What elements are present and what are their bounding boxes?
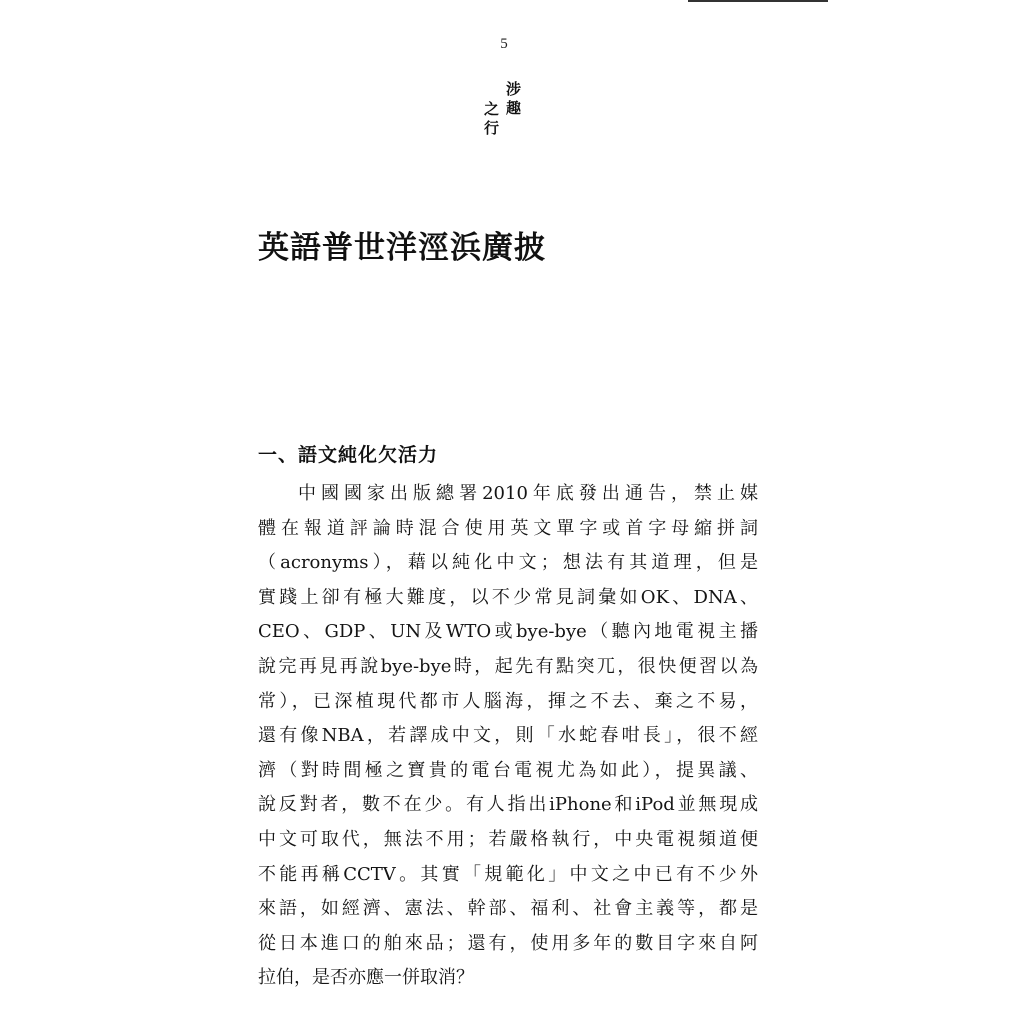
text-line: 常），已深植現代都市人腦海，揮之不去、棄之不易， bbox=[258, 690, 758, 712]
running-head-left-column bbox=[484, 100, 499, 138]
text-line: 實踐上卻有極大難度，以不少常見詞彙如OK、DNA、 bbox=[258, 586, 758, 608]
text-line: 濟（對時間極之寶貴的電台電視尤為如此），提異議、 bbox=[258, 759, 758, 781]
running-head-right-column bbox=[506, 80, 521, 118]
text-line: 來語，如經濟、憲法、幹部、福利、社會主義等，都是 bbox=[258, 898, 758, 920]
chapter-title: 英語普世洋涇浜廣披 bbox=[258, 230, 546, 266]
section-heading: 一、語文純化欠活力 bbox=[258, 444, 439, 466]
text-line: 還有像NBA，若譯成中文，則「水蛇春咁長」，很不經 bbox=[258, 725, 758, 747]
running-head-char: 之 bbox=[484, 100, 500, 118]
running-head-char: 行 bbox=[484, 119, 500, 137]
text-line: 說反對者，數不在少。有人指出iPhone和iPod並無現成 bbox=[258, 794, 758, 816]
running-head-char: 涉 bbox=[506, 80, 522, 98]
text-line: 拉伯，是否亦應一併取消？ bbox=[258, 967, 474, 989]
page-number: 5 bbox=[500, 36, 508, 52]
text-line: （acronyms），藉以純化中文；想法有其道理，但是 bbox=[258, 552, 758, 574]
text-line: 不能再稱CCTV。其實「規範化」中文之中已有不少外 bbox=[258, 863, 758, 885]
body-paragraph bbox=[258, 477, 758, 996]
text-line: 說完再見再說bye-bye時，起先有點突兀，很快便習以為 bbox=[258, 655, 758, 677]
running-head-char: 趣 bbox=[506, 99, 522, 117]
text-line: 體在報道評論時混合使用英文單字或首字母縮拼詞 bbox=[258, 517, 758, 539]
text-line: 中國國家出版總署2010年底發出通告，禁止媒 bbox=[298, 483, 758, 504]
text-line: 中文可取代，無法不用；若嚴格執行，中央電視頻道便 bbox=[258, 828, 758, 850]
top-rule bbox=[688, 0, 828, 2]
running-head bbox=[480, 80, 540, 144]
text-line: 從日本進口的舶來品；還有，使用多年的數目字來自阿 bbox=[258, 932, 758, 954]
text-line: CEO、GDP、UN及WTO或bye-bye（聽內地電視主播 bbox=[258, 621, 758, 643]
